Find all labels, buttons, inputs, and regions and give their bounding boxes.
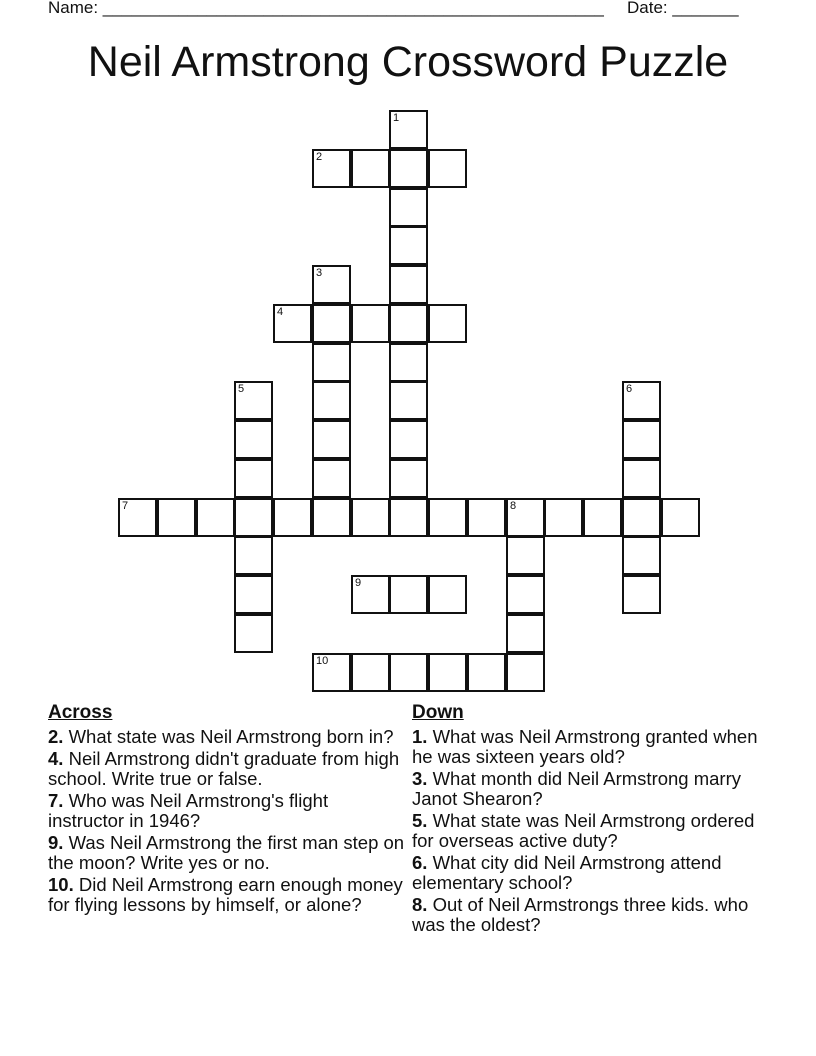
down-clue xyxy=(412,727,772,767)
across-clue xyxy=(48,875,408,915)
crossword-cell[interactable] xyxy=(389,149,428,188)
clue-number: 10. xyxy=(48,874,74,895)
crossword-cell[interactable] xyxy=(312,149,351,188)
crossword-cell[interactable] xyxy=(312,459,351,498)
clue-number-label: 1 xyxy=(393,112,400,124)
crossword-cell[interactable] xyxy=(312,381,351,420)
clue-text: What state was Neil Armstrong born in? xyxy=(63,726,394,747)
page-title: Neil Armstrong Crossword Puzzle xyxy=(87,38,729,86)
across-clue-list xyxy=(48,727,408,915)
clue-number: 8. xyxy=(412,894,428,915)
crossword-cell[interactable] xyxy=(234,498,273,537)
clue-text: Was Neil Armstrong the first man step on the moon? Write yes or no. xyxy=(48,832,405,873)
clue-number: 1. xyxy=(412,726,428,747)
across-clue xyxy=(48,727,408,747)
down-clue xyxy=(412,853,772,893)
crossword-cell[interactable] xyxy=(389,459,428,498)
crossword-cell[interactable] xyxy=(428,149,467,188)
down-clue-list xyxy=(412,727,772,935)
clue-number: 4. xyxy=(48,748,64,769)
crossword-cell[interactable] xyxy=(351,498,390,537)
crossword-cell[interactable] xyxy=(506,614,545,653)
crossword-cell[interactable] xyxy=(157,498,196,537)
crossword-cell[interactable] xyxy=(234,420,273,459)
down-clue xyxy=(412,895,772,935)
down-heading: Down xyxy=(412,702,464,723)
crossword-cell[interactable] xyxy=(506,575,545,614)
clue-text: Neil Armstrong didn't graduate from high school. Write true or false. xyxy=(48,748,400,789)
date-field-line: Date: _______ xyxy=(627,0,739,17)
crossword-cell[interactable] xyxy=(196,498,235,537)
crossword-cell[interactable] xyxy=(622,381,661,420)
crossword-cell[interactable] xyxy=(389,226,428,265)
clue-number-label: 6 xyxy=(626,383,633,395)
crossword-cell[interactable] xyxy=(583,498,622,537)
clue-number: 6. xyxy=(412,852,428,873)
crossword-cell[interactable] xyxy=(506,498,545,537)
crossword-cell[interactable] xyxy=(351,653,390,692)
clue-number: 7. xyxy=(48,790,64,811)
crossword-cell[interactable] xyxy=(389,110,428,149)
crossword-cell[interactable] xyxy=(622,459,661,498)
across-heading: Across xyxy=(48,702,113,723)
clue-text: Who was Neil Armstrong's flight instructor in 1946? xyxy=(48,790,329,831)
crossword-cell[interactable] xyxy=(312,343,351,382)
crossword-cell[interactable] xyxy=(661,498,700,537)
clue-text: What month did Neil Armstrong marry Janot Shearon? xyxy=(412,768,742,809)
crossword-cell[interactable] xyxy=(312,653,351,692)
clue-number-label: 10 xyxy=(316,655,329,667)
clue-number: 3. xyxy=(412,768,428,789)
crossword-cell[interactable] xyxy=(351,149,390,188)
clue-number-label: 3 xyxy=(316,267,323,279)
crossword-cell[interactable] xyxy=(234,614,273,653)
crossword-cell[interactable] xyxy=(622,498,661,537)
crossword-cell[interactable] xyxy=(467,498,506,537)
clue-text: Out of Neil Armstrongs three kids. who was the oldest? xyxy=(412,894,749,935)
crossword-cell[interactable] xyxy=(622,575,661,614)
across-clue xyxy=(48,833,408,873)
crossword-cell[interactable] xyxy=(544,498,583,537)
clue-number-label: 9 xyxy=(355,577,362,589)
clue-number: 2. xyxy=(48,726,64,747)
crossword-cell[interactable] xyxy=(428,498,467,537)
crossword-cell[interactable] xyxy=(351,575,390,614)
crossword-cell[interactable] xyxy=(622,420,661,459)
crossword-cell[interactable] xyxy=(389,420,428,459)
crossword-cell[interactable] xyxy=(389,343,428,382)
crossword-cell[interactable] xyxy=(506,536,545,575)
crossword-cell[interactable] xyxy=(351,304,390,343)
crossword-cell[interactable] xyxy=(273,304,312,343)
crossword-cell[interactable] xyxy=(312,304,351,343)
crossword-cell[interactable] xyxy=(389,498,428,537)
clue-number-label: 2 xyxy=(316,151,323,163)
crossword-cell[interactable] xyxy=(234,459,273,498)
clue-text: What city did Neil Armstrong attend elementary school? xyxy=(412,852,722,893)
crossword-cell[interactable] xyxy=(312,498,351,537)
crossword-cell[interactable] xyxy=(234,575,273,614)
crossword-cell[interactable] xyxy=(312,420,351,459)
clue-number-label: 8 xyxy=(510,500,517,512)
down-clue xyxy=(412,769,772,809)
crossword-cell[interactable] xyxy=(234,381,273,420)
crossword-cell[interactable] xyxy=(428,653,467,692)
crossword-cell[interactable] xyxy=(389,188,428,227)
crossword-cell[interactable] xyxy=(389,304,428,343)
crossword-cell[interactable] xyxy=(506,653,545,692)
crossword-cell[interactable] xyxy=(389,265,428,304)
clue-number-label: 7 xyxy=(122,500,129,512)
down-clues xyxy=(412,702,772,937)
clue-text: What was Neil Armstrong granted when he was sixteen years old? xyxy=(412,726,758,767)
crossword-cell[interactable] xyxy=(312,265,351,304)
crossword-cell[interactable] xyxy=(118,498,157,537)
clue-number-label: 5 xyxy=(238,383,245,395)
crossword-cell[interactable] xyxy=(389,381,428,420)
clue-number-label: 4 xyxy=(277,306,284,318)
crossword-cell[interactable] xyxy=(622,536,661,575)
crossword-cell[interactable] xyxy=(273,498,312,537)
crossword-cell[interactable] xyxy=(428,575,467,614)
name-field-line: Name: _____________________________________________________ xyxy=(48,0,604,17)
crossword-cell[interactable] xyxy=(428,304,467,343)
across-clue xyxy=(48,791,408,831)
clue-text: Did Neil Armstrong earn enough money for flying lessons by himself, or alone? xyxy=(48,874,403,915)
crossword-cell[interactable] xyxy=(389,575,428,614)
across-clue xyxy=(48,749,408,789)
crossword-cell[interactable] xyxy=(389,653,428,692)
crossword-cell[interactable] xyxy=(467,653,506,692)
down-clue xyxy=(412,811,772,851)
clue-number: 9. xyxy=(48,832,64,853)
crossword-cell[interactable] xyxy=(234,536,273,575)
clue-text: What state was Neil Armstrong ordered for overseas active duty? xyxy=(412,810,755,851)
clue-number: 5. xyxy=(412,810,428,831)
across-clues xyxy=(48,702,408,917)
